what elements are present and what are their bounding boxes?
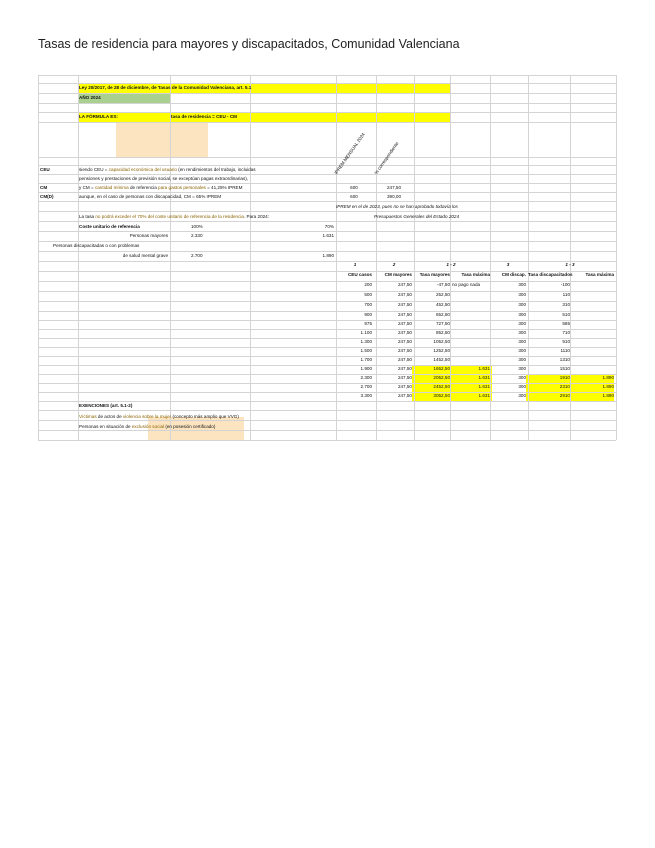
tasa-b: no podrá exceder el 70% del coste unitario de referencia de la residencia (95, 214, 244, 219)
table-group-label: 3 (506, 262, 510, 267)
ceu-def-a: siendo CEU = (79, 167, 109, 172)
table-cell-tasad: 2310 (559, 384, 570, 389)
table-cell-tasad: 510 (562, 312, 570, 317)
coste-label: Coste unitario de referencia (79, 224, 140, 229)
table-cell-cm: 247,50 (397, 330, 412, 335)
table-cell-tasa: -47,50 (436, 282, 450, 287)
disc-label-2: de salud mental grave (122, 253, 168, 258)
cm-def-a: y CM = (79, 185, 95, 190)
disc-label-1: Personas discapacitadas o con problemas (53, 243, 140, 248)
table-cell-cm: 247,50 (397, 339, 412, 344)
table-cell-tasa: 2452,50 (433, 384, 450, 389)
grid-row-line (38, 251, 616, 252)
grid-row-line (38, 338, 616, 339)
ley-text: Ley 20/2017, de 28 de diciembre, de Tasas de la Comunidad Valenciana, art. 5.1 (79, 85, 252, 90)
grid-column-line (38, 75, 39, 440)
table-cell-max: 1.631 (478, 366, 490, 371)
table-cell-max: 1.631 (478, 393, 490, 398)
table-cell-cmd: 300 (518, 384, 526, 389)
table-cell-cmd: 300 (518, 348, 526, 353)
grid-row-line (38, 93, 616, 94)
mayores-100: 2.330 (191, 233, 203, 238)
table-cell-ceu: 975 (364, 321, 372, 326)
table-cell-ceu: 2.700 (360, 384, 372, 389)
grid-row-line (38, 192, 616, 193)
cmd-value: 390,00 (386, 194, 402, 199)
exencion-2a: Personas en situación de (79, 424, 132, 429)
grid-row-line (38, 75, 616, 76)
grid-column-line (570, 75, 571, 440)
table-cell-tasa: 2052,50 (433, 375, 450, 380)
grid-row-line (38, 83, 616, 84)
grid-row-line (38, 221, 616, 222)
grid-row-line (38, 211, 616, 212)
table-header-cell: Tasa máxima (585, 272, 614, 277)
table-cell-tasad: 1310 (559, 357, 570, 362)
ceu-definition (79, 168, 256, 173)
formula-label: LA FÓRMULA ES: (79, 114, 118, 119)
cm-definition (79, 186, 242, 191)
grid-row-line (38, 174, 616, 175)
table-cell-tasa: 252,50 (435, 292, 450, 297)
table-cell-tasad: 1910 (559, 375, 570, 380)
table-cell-max: 1.631 (478, 375, 490, 380)
exencion-1b: de actos de (96, 414, 123, 419)
table-cell-cm: 247,50 (397, 292, 412, 297)
grid-column-line (250, 75, 251, 440)
table-cell-cmd: 300 (518, 282, 526, 287)
grid-row-line (38, 392, 616, 393)
table-cell-cmd: 300 (518, 330, 526, 335)
grid-row-line (38, 183, 616, 184)
grid-row-line (38, 329, 616, 330)
formula-highlight (78, 113, 450, 122)
disc-100: 2.700 (191, 253, 203, 258)
ceu-def-b: capacidad económica del usuario (108, 167, 177, 172)
grid-row-line (38, 374, 616, 375)
exencion-2b: exclusión social (131, 424, 165, 429)
table-cell-ceu: 1.900 (360, 366, 372, 371)
presupuestos-note: Presupuestos Generales del Estado 2024 (374, 214, 460, 219)
formula-text: tasa de residencia = CEU - CM (171, 114, 237, 119)
table-header-cell: CEU casos (347, 272, 372, 277)
table-cell-cmd: 300 (518, 302, 526, 307)
table-cell-cmd: 300 (518, 292, 526, 297)
cm-def-e: = 41,25% IPREM (205, 185, 243, 190)
table-cell-tasad: 110 (562, 292, 570, 297)
cm-def-b: cantidad mínima (94, 185, 129, 190)
grid-row-line (38, 261, 616, 262)
table-group-label: 1 (353, 262, 357, 267)
table-cell-cm: 247,50 (397, 384, 412, 389)
table-cell-tasad: 585 (562, 321, 570, 326)
table-cell-ceu: 1.700 (360, 357, 372, 362)
anio-text: AÑO 2024 (79, 95, 101, 100)
grid-row-line (38, 365, 616, 366)
table-header-cell: CM discap. (501, 272, 526, 277)
table-group-label: 2 (392, 262, 396, 267)
grid-row-line (38, 410, 616, 411)
grid-row-line (38, 231, 616, 232)
table-cell-cm: 247,50 (397, 321, 412, 326)
cm-def-d: para gastos personales (158, 185, 206, 190)
table-cell-cmd: 300 (518, 366, 526, 371)
table-cell-tasa: 652,50 (435, 312, 450, 317)
grid-row-line (38, 165, 616, 166)
table-cell-cm: 247,50 (397, 282, 412, 287)
table-cell-cmd: 300 (518, 321, 526, 326)
grid-column-line (450, 75, 451, 440)
exencion-violencia (79, 415, 239, 420)
table-cell-cmd: 300 (518, 393, 526, 398)
page-title: Tasas de residencia para mayores y discapacitados, Comunidad Valenciana (38, 37, 460, 51)
cm-code: CM (40, 185, 48, 190)
cm-def-c: de referencia (128, 185, 159, 190)
cmd-code: CM(D) (40, 194, 54, 199)
table-cell-ceu: 200 (364, 282, 372, 287)
table-cell-tasa: 1052,50 (433, 339, 450, 344)
table-cell-tasad: 910 (562, 339, 570, 344)
mayores-label: Personas mayores (129, 233, 168, 238)
exencion-2c: (en posesión certificado) (164, 424, 216, 429)
grid-row-line (38, 383, 616, 384)
grid-row-line (38, 281, 616, 282)
iprem-note: IPREM en el de 2023, pues no se han aprobado todavía los (336, 204, 458, 209)
table-cell-cmd: 300 (518, 312, 526, 317)
table-cell-tasa: 3052,50 (433, 393, 450, 398)
pct-column-header: % correspondiente (373, 141, 400, 176)
table-cell-cm: 247,50 (397, 357, 412, 362)
ceu-def-c: (en rendimientos del trabajo, incluidas (176, 167, 256, 172)
table-header-cell: Tasa mayores (419, 272, 450, 277)
table-cell-tasad: -100 (560, 282, 570, 287)
table-cell-cmd: 300 (518, 357, 526, 362)
table-cell-tasa: 1452,50 (433, 357, 450, 362)
cm-value: 247,50 (386, 185, 402, 190)
ceu-code: CEU (40, 167, 50, 172)
tasa-limit-text (79, 215, 269, 220)
table-cell-maxd: 1.890 (602, 384, 614, 389)
table-cell-tasad: 310 (562, 302, 570, 307)
table-cell-max: 1.631 (478, 384, 490, 389)
ceu-definition-cont: pensiones y prestaciones de previsión social, se exceptúan pagas extraordinarias), (79, 176, 249, 181)
table-cell-cmd: 300 (518, 375, 526, 380)
table-cell-ceu: 3.300 (360, 393, 372, 398)
table-cell-cmd: 300 (518, 339, 526, 344)
table-cell-ceu: 2.300 (360, 375, 372, 380)
grid-column-line (336, 75, 337, 440)
grid-row-line (38, 320, 616, 321)
table-cell-tasad: 1510 (559, 366, 570, 371)
exencion-1a: Víctimas (79, 414, 97, 419)
table-cell-tasad: 1110 (560, 348, 570, 353)
grid-row-line (38, 291, 616, 292)
table-cell-ceu: 1.100 (360, 330, 372, 335)
table-cell-cm: 247,50 (397, 302, 412, 307)
grid-row-line (38, 430, 616, 431)
table-cell-ceu: 1.300 (360, 339, 372, 344)
iprem-column-header: IPREM MENSUAL 2024 (333, 131, 366, 176)
table-cell-cm: 247,50 (397, 348, 412, 353)
grid-row-line (38, 201, 616, 202)
cmd-iprem: 600 (350, 194, 358, 199)
grid-row-line (38, 440, 616, 441)
table-cell-ceu: 500 (364, 292, 372, 297)
tasa-c: . Para 2024: (243, 214, 270, 219)
table-group-label: 1 - 2 (446, 262, 456, 267)
grid-row-line (38, 311, 616, 312)
grid-row-line (38, 157, 616, 158)
coste-pct70: 70% (324, 224, 334, 229)
table-cell-tasad: 2910 (559, 393, 570, 398)
table-cell-tasa: 1652,50 (433, 366, 450, 371)
table-cell-maxd: 1.890 (602, 375, 614, 380)
table-header-cell: Tasa discapacitados (528, 272, 573, 277)
grid-row-line (38, 401, 616, 402)
table-cell-tasa: 452,50 (435, 302, 450, 307)
disc-70: 1.890 (322, 253, 334, 258)
cmd-definition: aunque, en el caso de personas con discapacidad, CM = 65% IPREM (79, 194, 222, 199)
coste-pct100: 100% (191, 224, 203, 229)
table-cell-tasad: 710 (562, 330, 570, 335)
table-cell-cm: 247,50 (397, 366, 412, 371)
exencion-exclusion (79, 425, 215, 430)
grid-row-line (38, 122, 616, 123)
grid-column-line (616, 75, 617, 440)
mayores-70: 1.631 (322, 233, 334, 238)
table-cell-ceu: 700 (364, 302, 372, 307)
grid-row-line (38, 420, 616, 421)
spreadsheet-grid (38, 75, 616, 440)
tasa-a: La tasa (79, 214, 96, 219)
table-cell-maxd: 1.890 (602, 393, 614, 398)
table-group-label: 1 - 3 (565, 262, 575, 267)
table-cell-tasa: 852,50 (435, 330, 450, 335)
exencion-1c: violencia sobre la mujer (122, 414, 172, 419)
grid-row-line (38, 103, 616, 104)
grid-column-line (170, 75, 171, 440)
grid-row-line (38, 301, 616, 302)
table-cell-tasa: 727,50 (435, 321, 450, 326)
table-cell-cm: 247,50 (397, 375, 412, 380)
table-cell-max: no pago nada (452, 282, 481, 287)
grid-row-line (38, 112, 616, 113)
exenciones-title: EXENCIONES (art. 5.1-2) (79, 403, 133, 408)
table-cell-cm: 247,50 (397, 312, 412, 317)
cm-iprem: 600 (350, 185, 358, 190)
exencion-1d: (concepto más amplio que VVG) (171, 414, 239, 419)
table-header-cell: CM mayores (384, 272, 412, 277)
tan-column-fill (116, 122, 208, 157)
grid-row-line (38, 356, 616, 357)
table-cell-ceu: 1.500 (360, 348, 372, 353)
table-cell-cm: 247,50 (397, 393, 412, 398)
table-header-cell: Tasa máxima (461, 272, 490, 277)
table-cell-tasa: 1252,50 (433, 348, 450, 353)
grid-row-line (38, 347, 616, 348)
table-cell-ceu: 900 (364, 312, 372, 317)
grid-row-line (38, 241, 616, 242)
